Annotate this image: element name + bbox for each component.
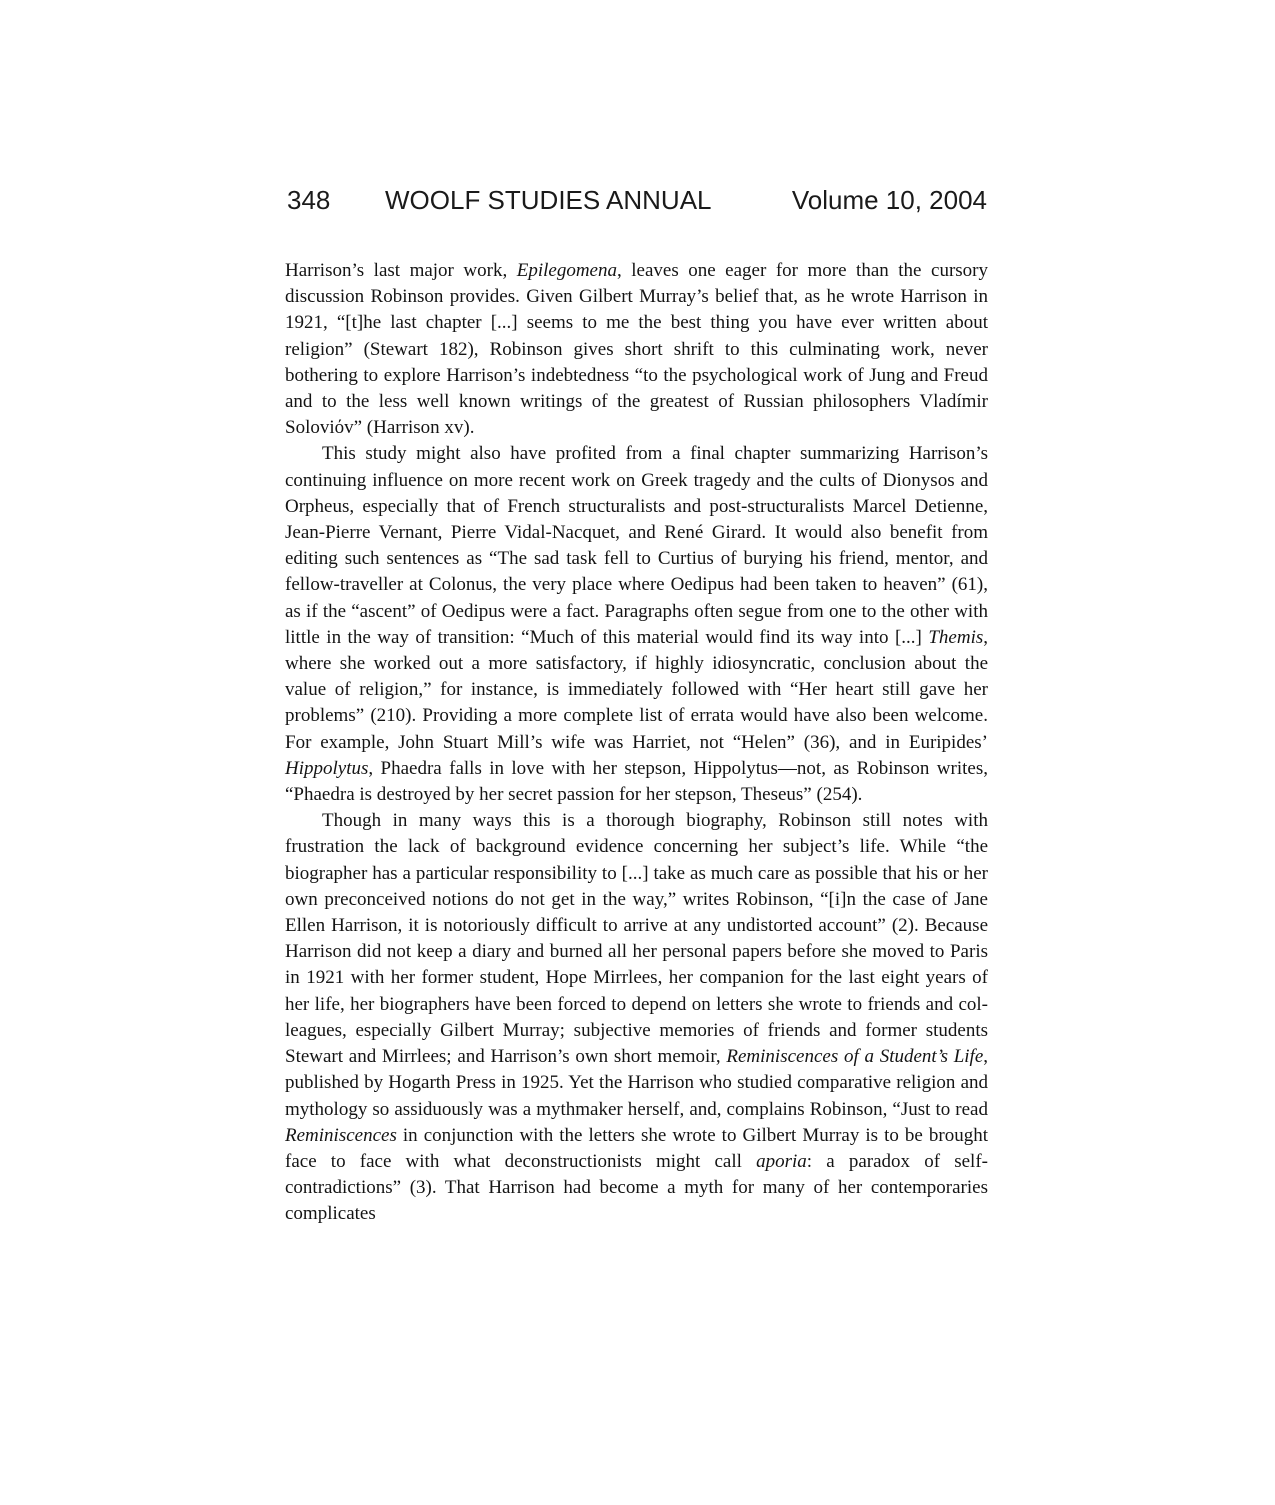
- italic-title: Reminiscences of a Student’s Life: [726, 1046, 984, 1068]
- journal-title: WOOLF STUDIES ANNUAL: [385, 185, 712, 215]
- italic-title: aporia: [756, 1150, 807, 1172]
- text-run: Though in many ways this is a thorough biography, Robinson still notes with frustration the lack of background evidence concerning her subject’s life. While “the biographer has a particular responsibility to [...] take as much care as possible that his or her own preconceived notions do not get in the way,” writes Robinson, “[i]n the case of Jane Ellen Harrison, it is notoriously difficult to arrive at any undistorted account” (2). Because Harrison did not keep a diary and burned all her personal papers before she moved to Paris in 1921 with her former student, Hope Mirrlees, her companion for the last eight years of her life, her biographers have been forced to depend on letters she wrote to friends and colleagues, especially Gilbert Murray; subjective memories of friends and former students Stewart and Mirrlees; and Harrison’s own short memoir,: [285, 810, 988, 1068]
- italic-title: Reminiscences: [285, 1124, 397, 1146]
- italic-title: Epilegomena: [516, 260, 617, 281]
- paragraph-1: [285, 258, 988, 441]
- paragraph-2: [285, 441, 988, 808]
- paragraph-3: [285, 808, 988, 1227]
- body-text: [285, 258, 988, 1228]
- volume-info: Volume 10, 2004: [791, 185, 987, 215]
- running-head: [287, 180, 987, 220]
- text-run: , where she worked out a more satisfactory, if highly idiosyncratic, conclusion about the value of religion,” for instance, is immediately followed with “Her heart still gave her problems” (210). Providing a more complete list of errata would have also been welcome. For example, John Stuart Mill’s wife was Harriet, not “Helen” (36), and in Euripides’: [285, 626, 988, 753]
- text-run: , published by Hogarth Press in 1925. Yet the Harrison who studied comparative religion and mythology so assiduously was a mythmaker herself, and, complains Robinson, “Just to read: [285, 1046, 989, 1120]
- text-run: , leaves one eager for more than the cursory discussion Robinson provides. Given Gilbert Murray’s belief that, as he wrote Harrison in 1921, “[t]he last chapter [...] seems to me the best thing you have ever written about religion” (Stewart 182), Robinson gives short shrift to this culminating work, never bothering to explore Harrison’s indebtedness “to the psychological work of Jung and Freud and to the less well known writings of the greatest of Russian philosophers Vladímir Soloviόv” (Harrison xv).: [285, 260, 988, 439]
- italic-title: Hippolytus: [285, 757, 369, 779]
- text-run: This study might also have profited from a final chapter summarizing Harrison’s continuing influence on more recent work on Greek tragedy and the cults of Dionysos and Orpheus, especially that of French structuralists and post-structuralists Marcel Detienne, Jean-Pierre Vernant, Pierre Vidal-Nacquet, and René Girard. It would also benefit from editing such sentences as “The sad task fell to Curtius of burying his friend, mentor, and fellow-traveller at Colonus, the very place where Oedipus had been taken to heaven” (61), as if the “ascent” of Oedipus were a fact. Paragraphs often segue from one to the other with little in the way of transition: “Much of this material would find its way into [...]: [285, 443, 988, 648]
- text-run: , Phaedra falls in love with her stepson, Hippolytus—not, as Robinson writes, “Phaedra is destroyed by her secret passion for her stepson, Theseus” (254).: [285, 757, 988, 806]
- italic-title: Themis: [928, 626, 984, 648]
- page-number: 348: [287, 185, 331, 215]
- text-run: Harrison’s last major work,: [285, 260, 517, 281]
- text-run: : a paradox of self-contradictions” (3). That Harrison had become a myth for many of her contemporaries complicates: [285, 1150, 988, 1225]
- text-run: in conjunction with the letters she wrote to Gilbert Murray is to be brought face to face with what deconstructionists might call: [285, 1124, 988, 1172]
